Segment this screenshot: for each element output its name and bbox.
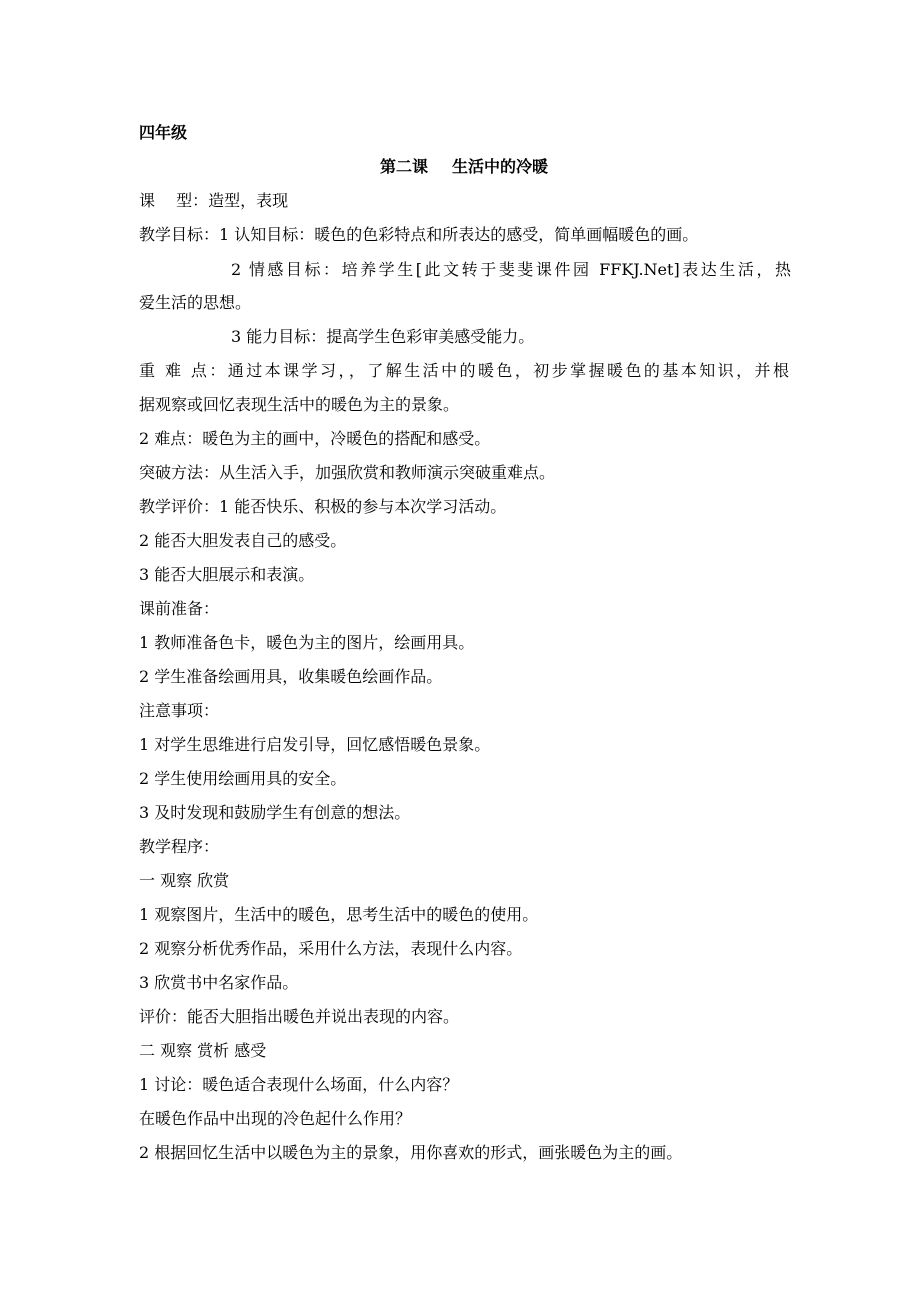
key-points-line: 重 难 点：通过本课学习，，了解生活中的暖色，初步掌握暖色的基本知识，并根	[139, 361, 789, 380]
preparation-item-2: 2 学生准备绘画用具，收集暖色绘画作品。	[139, 667, 443, 686]
evaluation-line-2: 2 能否大胆发表自己的感受。	[139, 531, 347, 550]
step-one-heading: 一 观察 欣赏	[139, 871, 230, 890]
step-two-item-1-continuation: 在暖色作品中出现的冷色起什么作用？	[139, 1109, 412, 1128]
lesson-title	[139, 157, 789, 177]
grade-heading: 四年级	[139, 123, 188, 142]
step-one-item-3: 3 欣赏书中名家作品。	[139, 973, 299, 992]
step-two-item-1: 1 讨论：暖色适合表现什么场面，什么内容？	[139, 1075, 459, 1094]
evaluation-line-3: 3 能否大胆展示和表演。	[139, 565, 315, 584]
evaluation-line-1: 教学评价：1 能否快乐、积极的参与本次学习活动。	[139, 497, 507, 516]
step-two-heading: 二 观察 赏析 感受	[139, 1041, 267, 1060]
difficulty-line: 2 难点：暖色为主的画中，冷暖色的搭配和感受。	[139, 429, 491, 448]
note-item-3: 3 及时发现和鼓励学生有创意的想法。	[139, 803, 411, 822]
course-type-line: 课 型：造型，表现	[139, 191, 289, 210]
lesson-number: 第二课	[379, 157, 428, 176]
goal-ability-line: 3 能力目标：提高学生色彩审美感受能力。	[231, 327, 535, 346]
step-two-item-2: 2 根据回忆生活中以暖色为主的景象，用你喜欢的形式，画张暖色为主的画。	[139, 1143, 683, 1162]
step-one-item-1: 1 观察图片，生活中的暖色，思考生活中的暖色的使用。	[139, 905, 539, 924]
step-one-evaluation: 评价：能否大胆指出暖色并说出表现的内容。	[139, 1007, 460, 1026]
note-item-2: 2 学生使用绘画用具的安全。	[139, 769, 347, 788]
method-line: 突破方法：从生活入手，加强欣赏和教师演示突破重难点。	[139, 463, 556, 482]
goal-emotional-line: 2 情感目标：培养学生[此文转于斐斐课件园 FFKJ.Net]表达生活，热	[231, 260, 791, 279]
procedure-heading: 教学程序：	[139, 837, 220, 856]
key-points-continuation: 据观察或回忆表现生活中的暖色为主的景象。	[139, 395, 460, 414]
preparation-heading: 课前准备：	[139, 599, 220, 618]
notes-heading: 注意事项：	[139, 701, 220, 720]
lesson-name: 生活中的冷暖	[452, 157, 549, 176]
preparation-item-1: 1 教师准备色卡，暖色为主的图片，绘画用具。	[139, 633, 475, 652]
goal-emotional-continuation: 爱生活的思想。	[139, 293, 252, 312]
step-one-item-2: 2 观察分析优秀作品，采用什么方法，表现什么内容。	[139, 939, 523, 958]
goal-cognitive-line: 教学目标：1 认知目标：暖色的色彩特点和所表达的感受，简单画幅暖色的画。	[139, 225, 699, 244]
note-item-1: 1 对学生思维进行启发引导，回忆感悟暖色景象。	[139, 735, 491, 754]
